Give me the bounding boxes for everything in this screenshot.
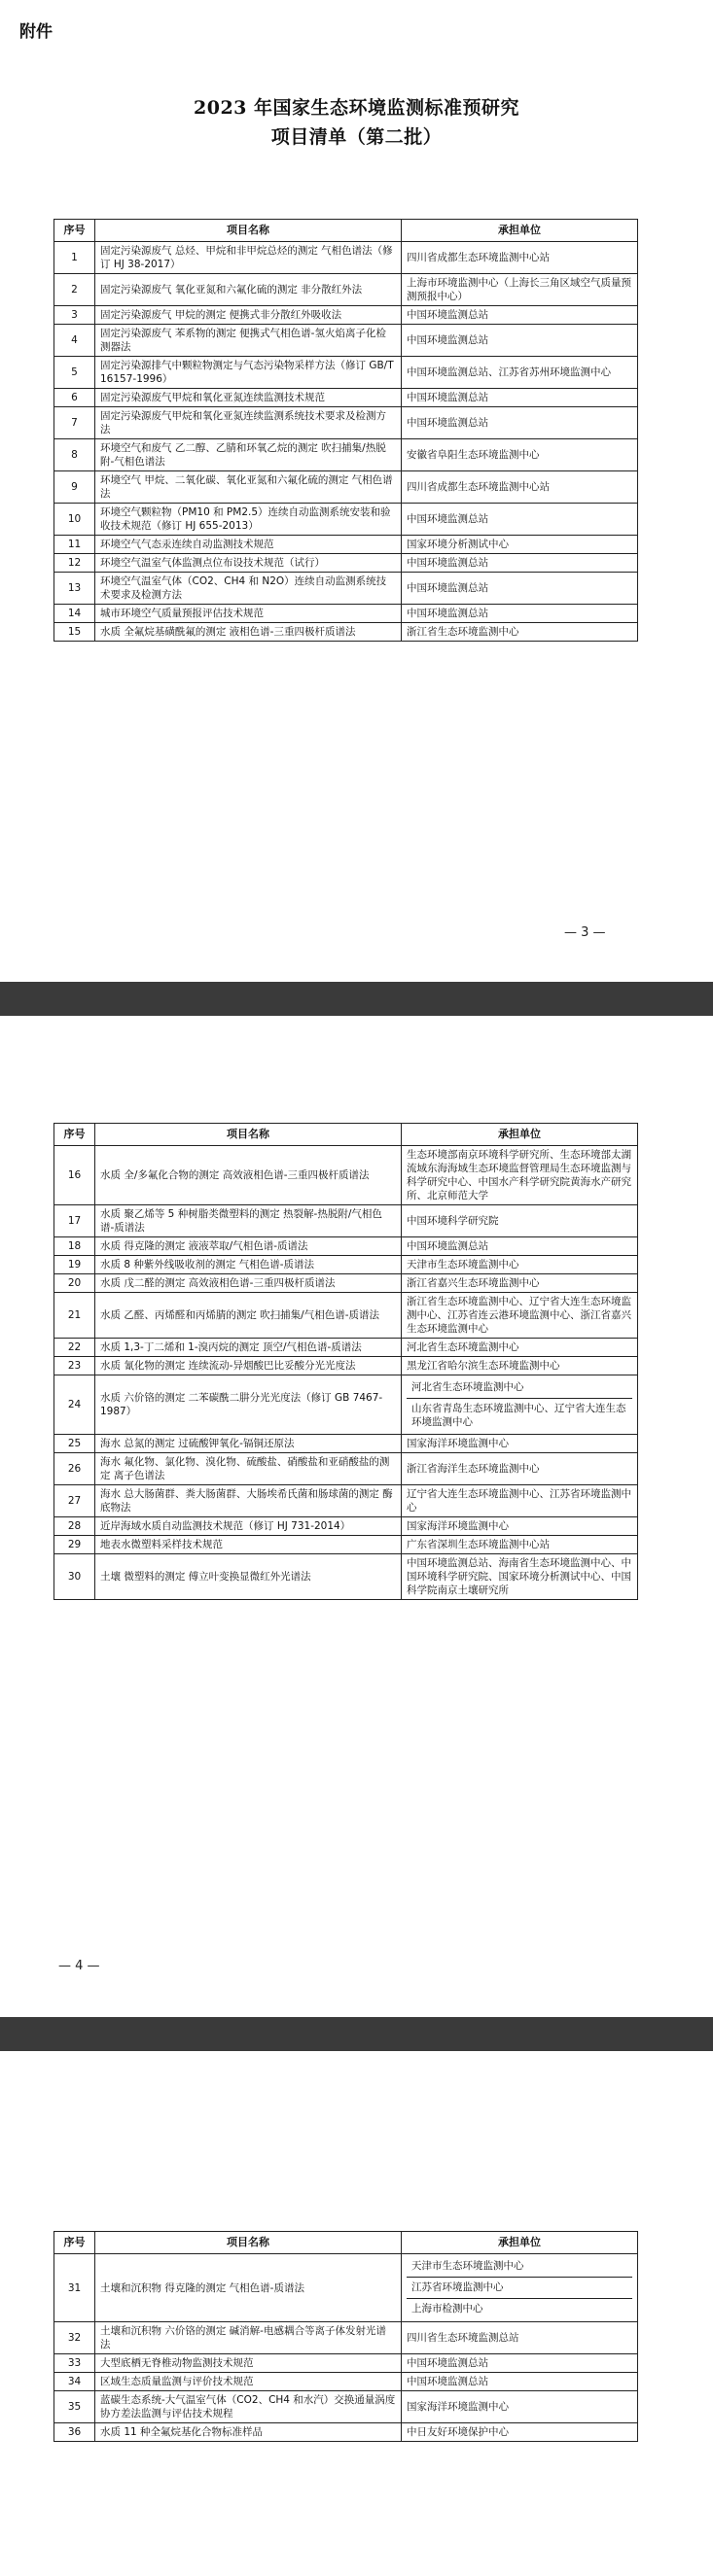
table-row bbox=[54, 1453, 638, 1485]
responsible-unit: 国家海洋环境监测中心 bbox=[402, 1435, 638, 1453]
header-num: 序号 bbox=[54, 2232, 95, 2254]
project-name: 海水 总氮的测定 过硫酸钾氧化-镉铜还原法 bbox=[95, 1435, 402, 1453]
row-number: 8 bbox=[54, 439, 95, 471]
row-number: 9 bbox=[54, 471, 95, 504]
responsible-unit-line: 天津市生态环境监测中心 bbox=[411, 2260, 524, 2272]
responsible-unit: 中国环境科学研究院 bbox=[402, 1205, 638, 1237]
project-name: 环境空气颗粒物（PM10 和 PM2.5）连续自动监测系统安装和验收技术规范（修订 HJ 655-2013） bbox=[95, 504, 402, 536]
project-name: 土壤和沉积物 得克隆的测定 气相色谱-质谱法 bbox=[95, 2254, 402, 2322]
table-row bbox=[54, 1256, 638, 1274]
header-unit: 承担单位 bbox=[402, 1124, 638, 1146]
row-number: 25 bbox=[54, 1435, 95, 1453]
table-row bbox=[54, 1293, 638, 1339]
row-number: 3 bbox=[54, 306, 95, 325]
table-row bbox=[54, 325, 638, 357]
responsible-unit: 中国环境监测总站 bbox=[402, 554, 638, 573]
project-name: 蓝碳生态系统-大气温室气体（CO2、CH4 和水汽）交换通量涡度协方差法监测与评估技术规程 bbox=[95, 2391, 402, 2423]
row-number: 11 bbox=[54, 536, 95, 554]
responsible-unit: 四川省生态环境监测总站 bbox=[402, 2322, 638, 2354]
table-row bbox=[54, 242, 638, 274]
responsible-unit: 中国环境监测总站、海南省生态环境监测中心、中国环境科学研究院、国家环境分析测试中心、中国科学院南京土壤研究所 bbox=[402, 1554, 638, 1600]
project-name: 水质 乙醛、丙烯醛和丙烯腈的测定 吹扫捕集/气相色谱-质谱法 bbox=[95, 1293, 402, 1339]
project-name: 水质 11 种全氟烷基化合物标准样品 bbox=[95, 2423, 402, 2442]
project-name: 水质 全氟烷基磺酰氟的测定 液相色谱-三重四极杆质谱法 bbox=[95, 623, 402, 642]
responsible-unit bbox=[402, 2254, 638, 2322]
project-table-part3 bbox=[53, 2231, 638, 2442]
responsible-unit: 浙江省海洋生态环境监测中心 bbox=[402, 1453, 638, 1485]
project-name: 环境空气温室气体（CO2、CH4 和 N2O）连续自动监测系统技术要求及检测方法 bbox=[95, 573, 402, 605]
responsible-unit: 安徽省阜阳生态环境监测中心 bbox=[402, 439, 638, 471]
header-unit: 承担单位 bbox=[402, 220, 638, 242]
row-number: 16 bbox=[54, 1146, 95, 1205]
header-name: 项目名称 bbox=[95, 2232, 402, 2254]
header-num: 序号 bbox=[54, 1124, 95, 1146]
row-number: 12 bbox=[54, 554, 95, 573]
responsible-unit: 中国环境监测总站 bbox=[402, 1237, 638, 1256]
project-name: 近岸海域水质自动监测技术规范（修订 HJ 731-2014） bbox=[95, 1517, 402, 1536]
responsible-unit: 四川省成都生态环境监测中心站 bbox=[402, 242, 638, 274]
table-row bbox=[54, 2373, 638, 2391]
table-row bbox=[54, 623, 638, 642]
row-number: 31 bbox=[54, 2254, 95, 2322]
responsible-unit-line: 山东省青岛生态环境监测中心、辽宁省大连生态环境监测中心 bbox=[407, 1398, 632, 1432]
project-name: 土壤和沉积物 六价铬的测定 碱消解-电感耦合等离子体发射光谱法 bbox=[95, 2322, 402, 2354]
table-row bbox=[54, 1237, 638, 1256]
table-row bbox=[54, 306, 638, 325]
row-number: 29 bbox=[54, 1536, 95, 1554]
project-table-part1 bbox=[53, 219, 638, 642]
responsible-unit: 天津市生态环境监测中心 bbox=[402, 1256, 638, 1274]
responsible-unit: 中国环境监测总站 bbox=[402, 504, 638, 536]
project-name: 固定污染源废气 苯系物的测定 便携式气相色谱-氢火焰离子化检测器法 bbox=[95, 325, 402, 357]
project-name: 水质 全/多氟化合物的测定 高效液相色谱-三重四极杆质谱法 bbox=[95, 1146, 402, 1205]
row-number: 4 bbox=[54, 325, 95, 357]
project-name: 水质 聚乙烯等 5 种树脂类微塑料的测定 热裂解-热脱附/气相色谱-质谱法 bbox=[95, 1205, 402, 1237]
project-name: 环境空气 甲烷、二氧化碳、氧化亚氮和六氟化硫的测定 气相色谱法 bbox=[95, 471, 402, 504]
header-name: 项目名称 bbox=[95, 220, 402, 242]
table-row bbox=[54, 1146, 638, 1205]
project-name: 水质 戊二醛的测定 高效液相色谱-三重四极杆质谱法 bbox=[95, 1274, 402, 1293]
page-5 bbox=[0, 2051, 713, 2576]
responsible-unit: 中国环境监测总站 bbox=[402, 2373, 638, 2391]
row-number: 5 bbox=[54, 357, 95, 389]
page-number: — 4 — bbox=[58, 1959, 100, 1973]
project-name: 土壤 微塑料的测定 傅立叶变换显微红外光谱法 bbox=[95, 1554, 402, 1600]
project-name: 区域生态质量监测与评价技术规范 bbox=[95, 2373, 402, 2391]
table-row bbox=[54, 357, 638, 389]
table-row bbox=[54, 2423, 638, 2442]
row-number: 13 bbox=[54, 573, 95, 605]
responsible-unit: 中国环境监测总站 bbox=[402, 2354, 638, 2373]
row-number: 33 bbox=[54, 2354, 95, 2373]
row-number: 20 bbox=[54, 1274, 95, 1293]
responsible-unit: 黑龙江省哈尔滨生态环境监测中心 bbox=[402, 1357, 638, 1375]
responsible-unit: 中国环境监测总站 bbox=[402, 306, 638, 325]
document-title-line2: 项目清单（第二批） bbox=[270, 126, 443, 148]
table-row bbox=[54, 1435, 638, 1453]
row-number: 24 bbox=[54, 1375, 95, 1435]
row-number: 35 bbox=[54, 2391, 95, 2423]
row-number: 30 bbox=[54, 1554, 95, 1600]
row-number: 14 bbox=[54, 605, 95, 623]
table-row bbox=[54, 1536, 638, 1554]
row-number: 18 bbox=[54, 1237, 95, 1256]
responsible-unit-line: 江苏省环境监测中心 bbox=[407, 2277, 632, 2298]
responsible-unit: 中日友好环境保护中心 bbox=[402, 2423, 638, 2442]
row-number: 2 bbox=[54, 274, 95, 306]
row-number: 7 bbox=[54, 407, 95, 439]
responsible-unit bbox=[402, 1375, 638, 1435]
project-name: 水质 1,3-丁二烯和 1-溴丙烷的测定 顶空/气相色谱-质谱法 bbox=[95, 1339, 402, 1357]
table-row bbox=[54, 407, 638, 439]
responsible-unit: 上海市环境监测中心（上海长三角区域空气质量预测预报中心） bbox=[402, 274, 638, 306]
header-num: 序号 bbox=[54, 220, 95, 242]
table-row bbox=[54, 554, 638, 573]
responsible-unit: 国家环境分析测试中心 bbox=[402, 536, 638, 554]
project-name: 环境空气和废气 乙二醇、乙腈和环氧乙烷的测定 吹扫捕集/热脱附-气相色谱法 bbox=[95, 439, 402, 471]
project-name: 固定污染源废气甲烷和氧化亚氮连续监测技术规范 bbox=[95, 389, 402, 407]
responsible-unit: 浙江省嘉兴生态环境监测中心 bbox=[402, 1274, 638, 1293]
project-table-part2 bbox=[53, 1123, 638, 1600]
project-name: 环境空气温室气体监测点位布设技术规范（试行） bbox=[95, 554, 402, 573]
page-number: — 3 — bbox=[564, 925, 606, 940]
responsible-unit: 国家海洋环境监测中心 bbox=[402, 1517, 638, 1536]
table-row bbox=[54, 439, 638, 471]
responsible-unit: 生态环境部南京环境科学研究所、生态环境部太湖流域东海海域生态环境监督管理局生态环境监测与科学研究中心、中国水产科学研究院黄海水产研究所、北京师范大学 bbox=[402, 1146, 638, 1205]
project-name: 城市环境空气质量预报评估技术规范 bbox=[95, 605, 402, 623]
row-number: 27 bbox=[54, 1485, 95, 1517]
row-number: 19 bbox=[54, 1256, 95, 1274]
project-name: 固定污染源废气甲烷和氧化亚氮连续监测系统技术要求及检测方法 bbox=[95, 407, 402, 439]
table-row bbox=[54, 1274, 638, 1293]
responsible-unit-line: 上海市检测中心 bbox=[407, 2298, 632, 2319]
responsible-unit: 浙江省生态环境监测中心 bbox=[402, 623, 638, 642]
table-row bbox=[54, 573, 638, 605]
row-number: 15 bbox=[54, 623, 95, 642]
project-name: 大型底栖无脊椎动物监测技术规范 bbox=[95, 2354, 402, 2373]
responsible-unit: 国家海洋环境监测中心 bbox=[402, 2391, 638, 2423]
page-3 bbox=[0, 0, 713, 982]
table-row bbox=[54, 1357, 638, 1375]
row-number: 10 bbox=[54, 504, 95, 536]
document-title-line1: 2023 年国家生态环境监测标准预研究 bbox=[194, 97, 519, 119]
responsible-unit: 中国环境监测总站 bbox=[402, 325, 638, 357]
table-row bbox=[54, 2354, 638, 2373]
responsible-unit: 中国环境监测总站 bbox=[402, 573, 638, 605]
project-name: 固定污染源废气 甲烷的测定 便携式非分散红外吸收法 bbox=[95, 306, 402, 325]
row-number: 26 bbox=[54, 1453, 95, 1485]
attachment-label: 附件 bbox=[19, 22, 53, 42]
responsible-unit: 中国环境监测总站、江苏省苏州环境监测中心 bbox=[402, 357, 638, 389]
responsible-unit: 辽宁省大连生态环境监测中心、江苏省环境监测中心 bbox=[402, 1485, 638, 1517]
responsible-unit: 广东省深圳生态环境监测中心站 bbox=[402, 1536, 638, 1554]
row-number: 28 bbox=[54, 1517, 95, 1536]
table-row bbox=[54, 1205, 638, 1237]
table-row bbox=[54, 1339, 638, 1357]
responsible-unit: 中国环境监测总站 bbox=[402, 605, 638, 623]
row-number: 34 bbox=[54, 2373, 95, 2391]
project-name: 水质 氰化物的测定 连续流动-异烟酸巴比妥酸分光光度法 bbox=[95, 1357, 402, 1375]
project-name: 环境空气气态汞连续自动监测技术规范 bbox=[95, 536, 402, 554]
table-row bbox=[54, 2254, 638, 2322]
project-name: 海水 氟化物、氯化物、溴化物、硫酸盐、硝酸盐和亚硝酸盐的测定 离子色谱法 bbox=[95, 1453, 402, 1485]
responsible-unit: 河北省生态环境监测中心 bbox=[402, 1339, 638, 1357]
row-number: 23 bbox=[54, 1357, 95, 1375]
row-number: 17 bbox=[54, 1205, 95, 1237]
header-unit: 承担单位 bbox=[402, 2232, 638, 2254]
project-name: 固定污染源废气 氧化亚氮和六氟化硫的测定 非分散红外法 bbox=[95, 274, 402, 306]
project-name: 水质 8 种紫外线吸收剂的测定 气相色谱-质谱法 bbox=[95, 1256, 402, 1274]
table-row bbox=[54, 2391, 638, 2423]
project-name: 地表水微塑料采样技术规范 bbox=[95, 1536, 402, 1554]
table-row bbox=[54, 1554, 638, 1600]
table-row bbox=[54, 1375, 638, 1435]
page-4 bbox=[0, 1016, 713, 2017]
project-name: 海水 总大肠菌群、粪大肠菌群、大肠埃希氏菌和肠球菌的测定 酶底物法 bbox=[95, 1485, 402, 1517]
table-row bbox=[54, 605, 638, 623]
table-row bbox=[54, 274, 638, 306]
responsible-unit: 中国环境监测总站 bbox=[402, 407, 638, 439]
header-name: 项目名称 bbox=[95, 1124, 402, 1146]
responsible-unit: 中国环境监测总站 bbox=[402, 389, 638, 407]
row-number: 22 bbox=[54, 1339, 95, 1357]
responsible-unit: 浙江省生态环境监测中心、辽宁省大连生态环境监测中心、江苏省连云港环境监测中心、浙江省嘉兴生态环境监测中心 bbox=[402, 1293, 638, 1339]
row-number: 32 bbox=[54, 2322, 95, 2354]
table-row bbox=[54, 504, 638, 536]
table-row bbox=[54, 389, 638, 407]
project-name: 水质 得克隆的测定 液液萃取/气相色谱-质谱法 bbox=[95, 1237, 402, 1256]
table-row bbox=[54, 536, 638, 554]
responsible-unit-line: 河北省生态环境监测中心 bbox=[411, 1381, 524, 1393]
table-row bbox=[54, 1485, 638, 1517]
table-row bbox=[54, 1517, 638, 1536]
project-name: 水质 六价铬的测定 二苯碳酰二肼分光光度法（修订 GB 7467-1987） bbox=[95, 1375, 402, 1435]
table-row bbox=[54, 2322, 638, 2354]
project-name: 固定污染源排气中颗粒物测定与气态污染物采样方法（修订 GB/T 16157-1996） bbox=[95, 357, 402, 389]
responsible-unit: 四川省成都生态环境监测中心站 bbox=[402, 471, 638, 504]
row-number: 1 bbox=[54, 242, 95, 274]
table-row bbox=[54, 471, 638, 504]
row-number: 6 bbox=[54, 389, 95, 407]
row-number: 21 bbox=[54, 1293, 95, 1339]
project-name: 固定污染源废气 总烃、甲烷和非甲烷总烃的测定 气相色谱法（修订 HJ 38-2017） bbox=[95, 242, 402, 274]
row-number: 36 bbox=[54, 2423, 95, 2442]
